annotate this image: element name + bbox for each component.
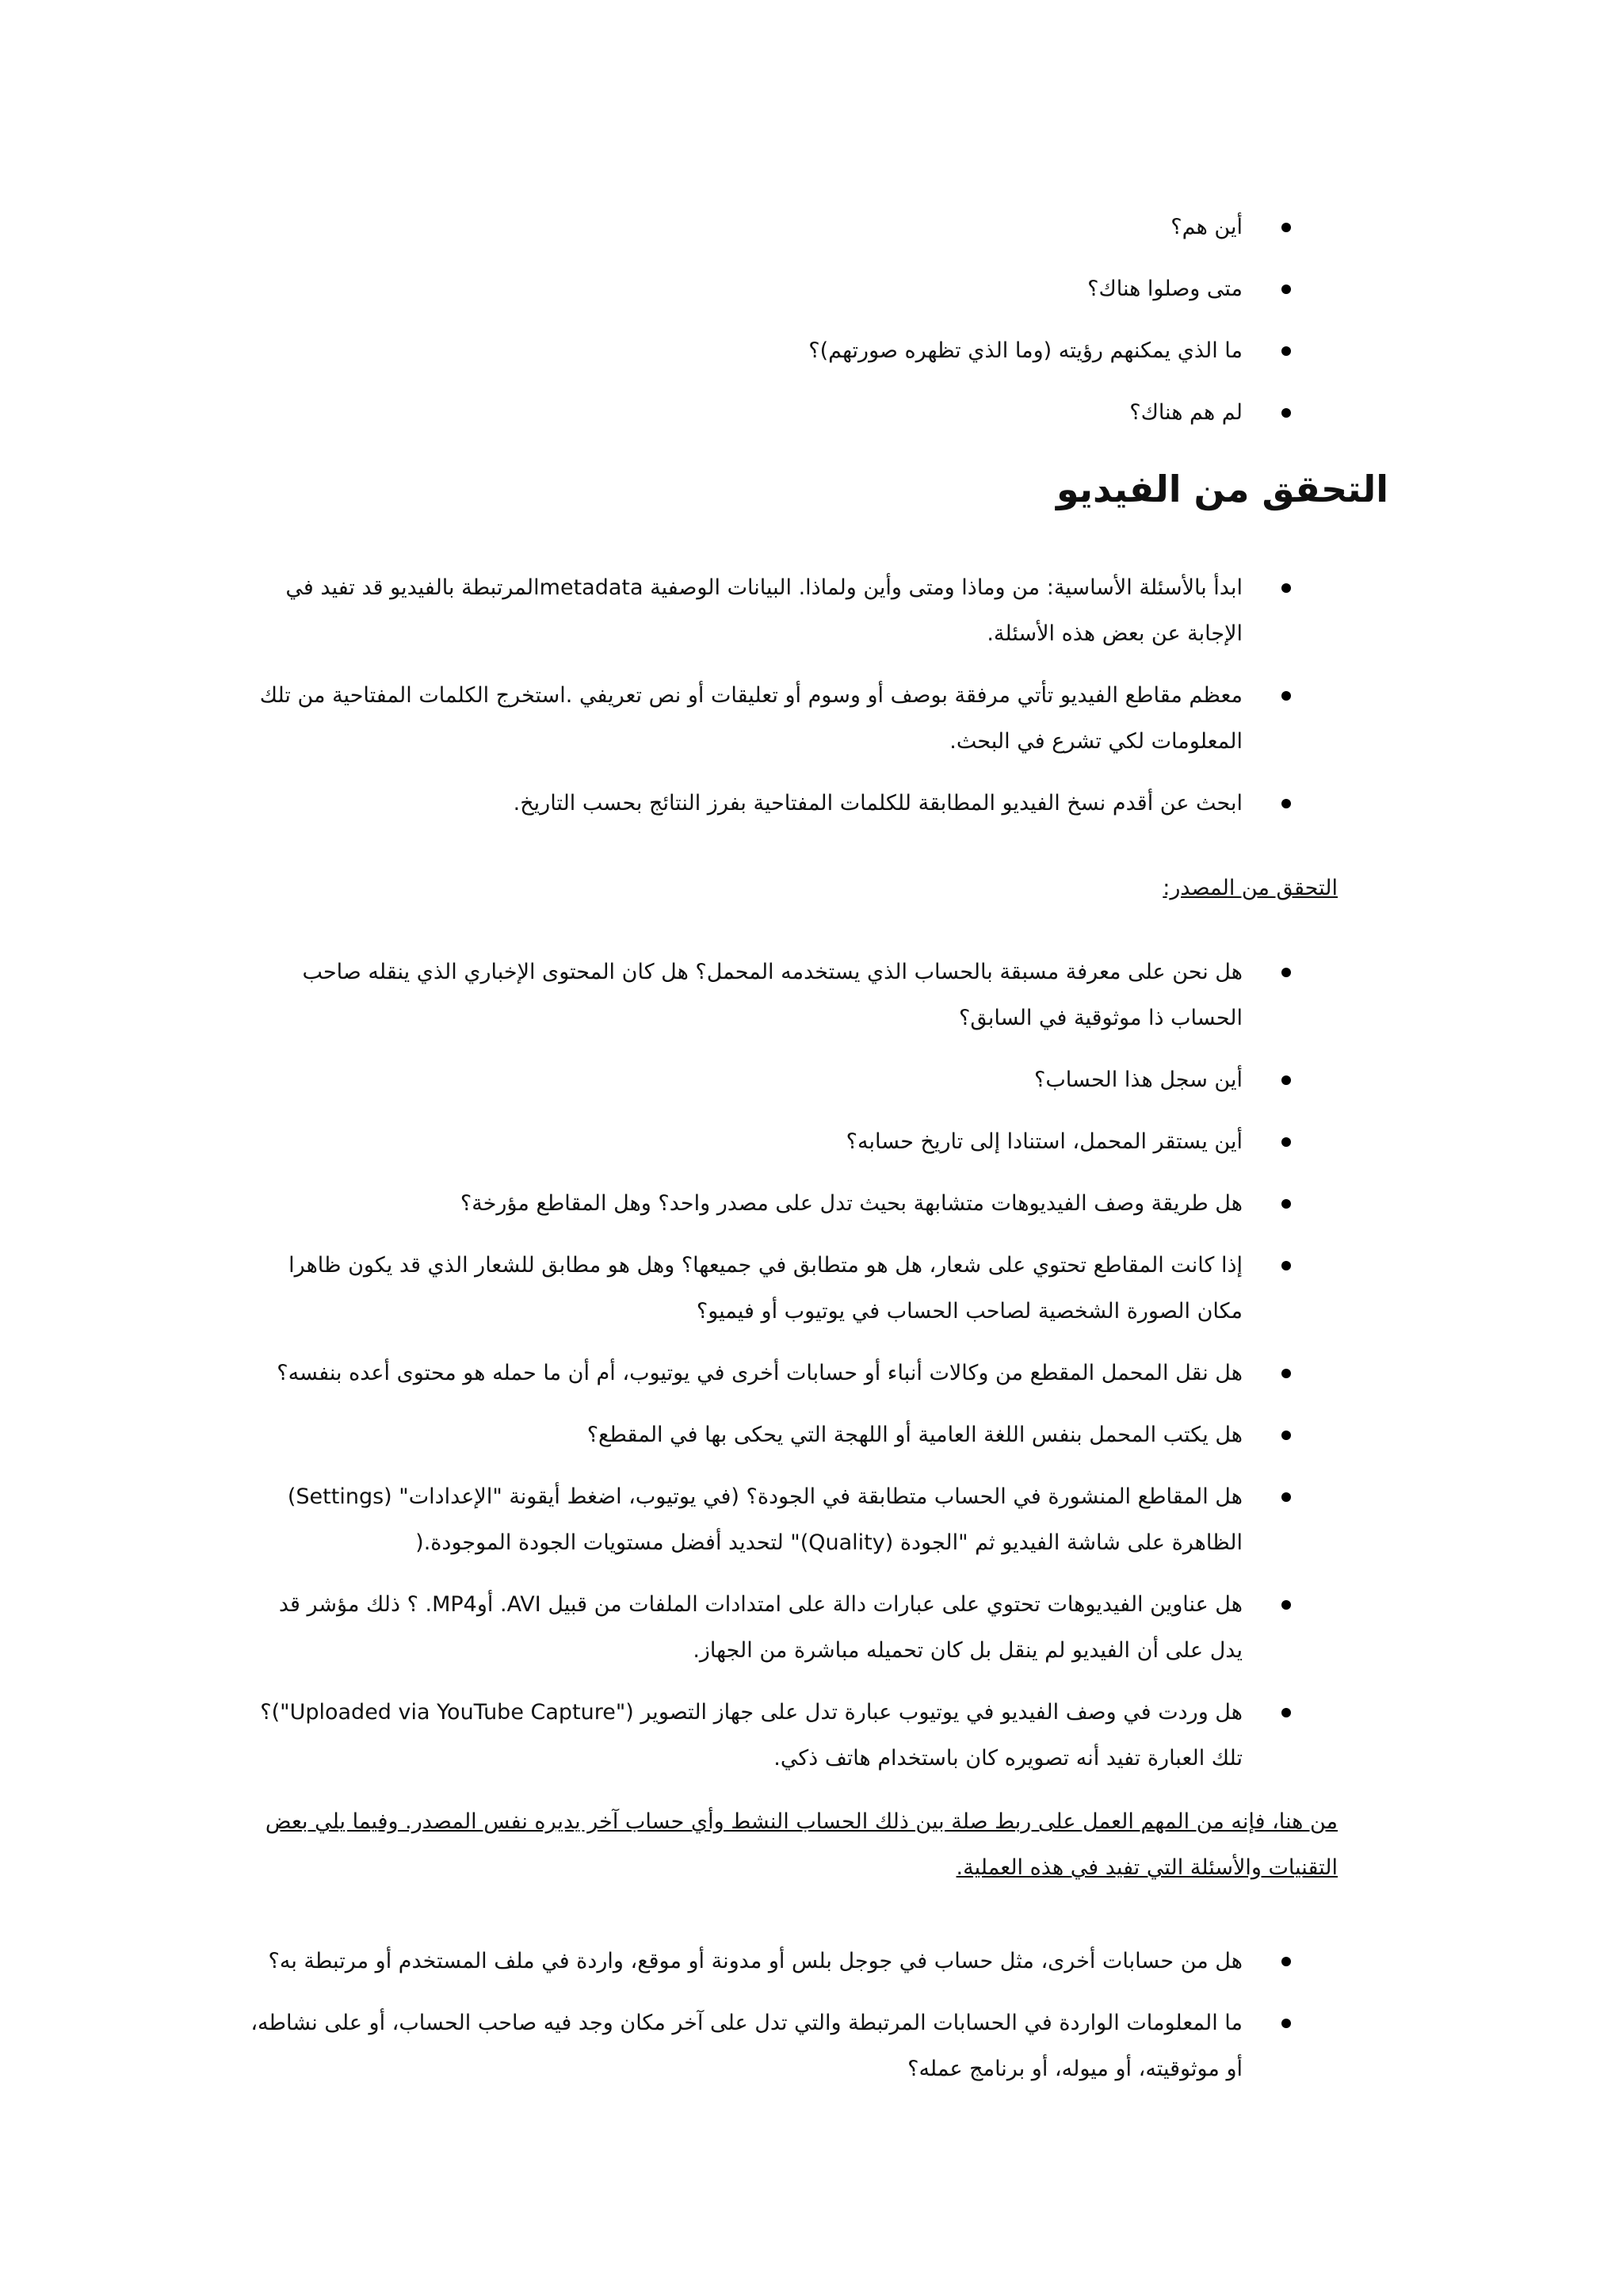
- list-item: أين يستقر المحمل، استنادا إلى تاريخ حسابه؟: [246, 1119, 1243, 1165]
- list-item: إذا كانت المقاطع تحتوي على شعار، هل هو متطابق في جميعها؟ وهل هو مطابق للشعار الذي قد يكون ظاهرا مكان الصورة الشخصية لصاحب الحساب في يوتيوب أو فيميو؟: [246, 1243, 1243, 1335]
- list-item: هل نحن على معرفة مسبقة بالحساب الذي يستخدمه المحمل؟ هل كان المحتوى الإخباري الذي ينقله صاحب الحساب ذا موثوقية في السابق؟: [246, 949, 1243, 1041]
- list-item: متى وصلوا هناك؟: [246, 266, 1243, 312]
- bullet-icon: [1281, 1119, 1292, 1165]
- bullet-icon: [1281, 949, 1292, 995]
- source-list-block: [246, 949, 1243, 1797]
- bullet-icon: [1281, 673, 1292, 719]
- linking-note: من هنا، فإنه من المهم العمل على ربط صلة بين ذلك الحساب النشط وأي حساب آخر يديره نفس المصدر. وفيما يلي بعض التقنيات والأسئلة التي تفيد في هذه العملية.: [265, 1809, 1338, 1880]
- list-item: هل وردت في وصف الفيديو في يوتيوب عبارة تدل على جهاز التصوير ("Uploaded via YouTube Capture")؟ تلك العبارة تفيد أنه تصويره كان باستخدام هاتف ذكي.: [246, 1690, 1243, 1782]
- bullet-icon: [1281, 204, 1292, 250]
- bullet-icon: [1281, 1939, 1292, 1985]
- list-item: أين سجل هذا الحساب؟: [246, 1057, 1243, 1103]
- bullet-icon: [1281, 266, 1292, 312]
- bullet-icon: [1281, 1412, 1292, 1458]
- source-list: [246, 949, 1243, 1782]
- bullet-icon: [1281, 1350, 1292, 1396]
- linking-list-block: [246, 1939, 1243, 2108]
- bullet-icon: [1281, 1181, 1292, 1227]
- linking-list: [246, 1939, 1243, 2092]
- list-item: ابحث عن أقدم نسخ الفيديو المطابقة للكلمات المفتاحية بفرز النتائج بحسب التاريخ.: [246, 781, 1243, 827]
- bullet-icon: [1281, 390, 1292, 436]
- video-list-block: [246, 565, 1243, 842]
- list-item: هل يكتب المحمل بنفس اللغة العامية أو اللهجة التي يحكى بها في المقطع؟: [246, 1412, 1243, 1458]
- list-item: ما المعلومات الواردة في الحسابات المرتبطة والتي تدل على آخر مكان وجد فيه صاحب الحساب، أو على نشاطه، أو موثوقيته، أو ميوله، أو برنامج عمله؟: [246, 2000, 1243, 2092]
- list-item: ما الذي يمكنهم رؤيته (وما الذي تظهره صورتهم)؟: [246, 328, 1243, 374]
- bullet-icon: [1281, 565, 1292, 611]
- list-item: هل طريقة وصف الفيديوهات متشابهة بحيث تدل على مصدر واحد؟ وهل المقاطع مؤرخة؟: [246, 1181, 1243, 1227]
- section-heading-source: التحقق من المصدر:: [1163, 876, 1338, 900]
- bullet-icon: [1281, 781, 1292, 827]
- intro-list: [246, 204, 1243, 436]
- list-item: ابدأ بالأسئلة الأساسية: من وماذا ومتى وأين ولماذا. البيانات الوصفية metadataالمرتبطة بالفيديو قد تفيد في الإجابة عن بعض هذه الأسئلة.: [246, 565, 1243, 657]
- list-item: معظم مقاطع الفيديو تأتي مرفقة بوصف أو وسوم أو تعليقات أو نص تعريفي .استخرج الكلمات المفتاحية من تلك المعلومات لكي تشرع في البحث.: [246, 673, 1243, 765]
- bullet-icon: [1281, 1057, 1292, 1103]
- list-item: هل المقاطع المنشورة في الحساب متطابقة في الجودة؟ (في يوتيوب، اضغط أيقونة "الإعدادات" (Settings) الظاهرة على شاشة الفيديو ثم "الجودة (Quality)" لتحديد أفضل مستويات الجودة الموجودة.(: [246, 1474, 1243, 1566]
- bullet-icon: [1281, 1474, 1292, 1520]
- list-item: أين هم؟: [246, 204, 1243, 250]
- bullet-icon: [1281, 2000, 1292, 2046]
- list-item: هل عناوين الفيديوهات تحتوي على عبارات دالة على امتدادات الملفات من قبيل AVI. أوMP4. ؟ ذلك مؤشر قد يدل على أن الفيديو لم ينقل بل كان تحميله مباشرة من الجهاز.: [246, 1582, 1243, 1674]
- list-item: هل نقل المحمل المقطع من وكالات أنباء أو حسابات أخرى في يوتيوب، أم أن ما حمله هو محتوى أعده بنفسه؟: [246, 1350, 1243, 1396]
- bullet-icon: [1281, 1690, 1292, 1736]
- list-item: لم هم هناك؟: [246, 390, 1243, 436]
- intro-list-block: [246, 204, 1243, 452]
- section-heading-video: التحقق من الفيديو: [1056, 468, 1388, 510]
- bullet-icon: [1281, 328, 1292, 374]
- bullet-icon: [1281, 1243, 1292, 1289]
- list-item: هل من حسابات أخرى، مثل حساب في جوجل بلس أو مدونة أو موقع، واردة في ملف المستخدم أو مرتبطة به؟: [246, 1939, 1243, 1985]
- bullet-icon: [1281, 1582, 1292, 1628]
- video-list: [246, 565, 1243, 827]
